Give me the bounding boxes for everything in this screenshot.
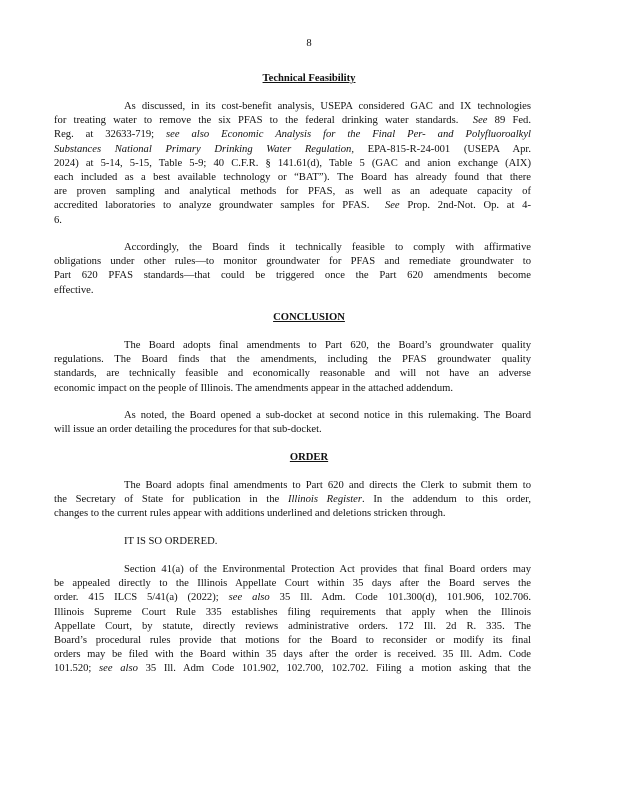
conclusion-paragraph-1 xyxy=(54,339,531,396)
text-line: be appealed directly to the Illinois Appellate Court within 35 days after the Board serves the xyxy=(54,578,531,590)
text-line: effective. xyxy=(54,284,94,296)
text-line: 2024) at 5-14, 5-15, Table 5-9; 40 C.F.R. § 141.61(d), Table 5 (GAC and anion exchange (AIX) xyxy=(54,157,531,169)
text-line: standards, are technically feasible and economically reasonable and will not have an adverse xyxy=(54,368,531,380)
text-line: for treating water to remove the six PFAS to the federal drinking water standards. See 89 Fed. xyxy=(54,115,532,127)
text-line: order. 415 ILCS 5/41(a) (2022); see also 35 Ill. Adm. Code 101.300(d), 101.906, 102.706. xyxy=(54,592,531,604)
page-number: 8 xyxy=(306,38,312,49)
text-line: economic impact on the people of Illinois. The amendments appear in the attached addendum. xyxy=(54,382,453,394)
technical-feasibility-paragraph-2 xyxy=(54,241,531,298)
text-line: Part 620 PFAS standards—that could be triggered once the Part 620 amendments become xyxy=(54,270,531,282)
text-line: each included as a best available technology or “BAT”). The Board has already found that there xyxy=(54,172,531,184)
text-line: Accordingly, the Board finds it technically feasible to comply with affirmative xyxy=(124,242,531,253)
order-paragraph-3 xyxy=(54,563,531,677)
text-line: accredited laboratories to analyze groundwater samples for PFAS. See Prop. 2nd-Not. Op. at 4- xyxy=(54,200,531,212)
conclusion-paragraph-2 xyxy=(54,409,531,437)
text-line: will issue an order detailing the procedures for that sub-docket. xyxy=(54,424,322,436)
technical-feasibility-paragraph-1 xyxy=(54,100,532,228)
order-paragraph-1 xyxy=(54,479,531,522)
text-line: Appellate Court, by statute, directly reviews administrative orders. 172 Ill. 2d R. 335. The xyxy=(54,620,531,632)
text-line: Illinois Supreme Court Rule 335 establishes filing requirements that apply when the Illinois xyxy=(54,606,531,618)
order-heading: ORDER xyxy=(289,452,329,463)
text-line: Reg. at 32633-719; see also Economic Analysis for the Final Per- and Polyfluoroalkyl xyxy=(54,129,531,141)
text-line: IT IS SO ORDERED. xyxy=(124,536,218,547)
text-line: 101.520; see also 35 Ill. Adm Code 101.902, 102.700, 102.702. Filing a motion asking that the xyxy=(54,663,531,675)
text-line: changes to the current rules appear with additions underlined and deletions stricken through. xyxy=(54,508,446,520)
text-line: obligations under other rules—to monitor groundwater for PFAS and remediate groundwater to xyxy=(54,256,531,268)
text-line: Substances National Primary Drinking Water Regulation, EPA-815-R-24-001 (USEPA Apr. xyxy=(54,143,531,155)
text-line: regulations. The Board finds that the amendments, including the PFAS groundwater quality xyxy=(54,354,531,366)
text-line: 6. xyxy=(54,214,62,226)
text-line: The Board adopts final amendments to Part 620 and directs the Clerk to submit them to xyxy=(124,480,531,491)
so-ordered xyxy=(89,535,531,549)
text-line: the Secretary of State for publication in the Illinois Register. In the addendum to this order, xyxy=(54,494,531,506)
technical-feasibility-heading: Technical Feasibility xyxy=(262,73,356,84)
text-line: As noted, the Board opened a sub-docket at second notice in this rulemaking. The Board xyxy=(124,410,531,421)
text-line: The Board adopts final amendments to Part 620, the Board’s groundwater quality xyxy=(124,340,531,351)
text-line: Board’s procedural rules provide that motions for the Board to reconsider or modify its final xyxy=(54,635,531,647)
text-line: orders may be filed with the Board within 35 days after the order is received. 35 Ill. Adm. Code xyxy=(54,649,531,661)
text-line: Section 41(a) of the Environmental Protection Act provides that final Board orders may xyxy=(124,564,531,575)
text-line: As discussed, in its cost-benefit analysis, USEPA considered GAC and IX technologies xyxy=(124,101,531,112)
conclusion-heading: CONCLUSION xyxy=(273,312,345,323)
text-line: are proven sampling and analytical methods for PFAS, as well as an adequate capacity of xyxy=(54,186,531,198)
